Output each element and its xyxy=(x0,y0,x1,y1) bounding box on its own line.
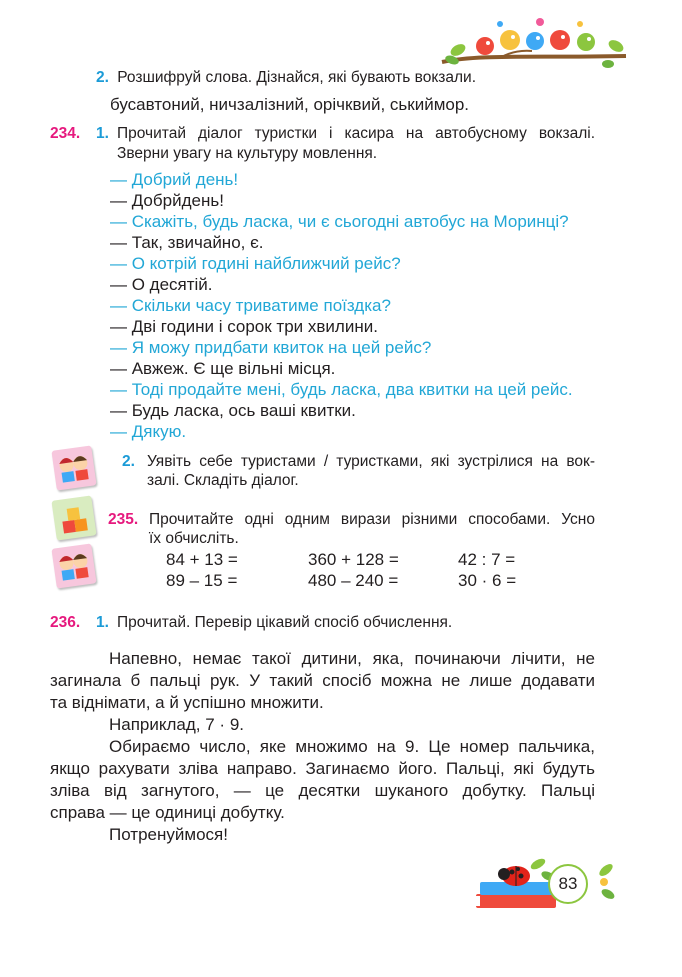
task236-sub1-number: 1. xyxy=(96,614,109,631)
dialogue-line: — Дякую. xyxy=(110,422,187,441)
expression: 480 – 240 = xyxy=(308,571,399,590)
task2-number: 2. xyxy=(96,69,109,86)
task234-number: 234. xyxy=(50,125,81,142)
dialogue-line: — Добрйдень! xyxy=(110,191,224,210)
para2-line: справа — це одиниці добутку. xyxy=(50,803,285,822)
para1-line: Напевно, немає такої дитини, яка, починаючи лічити, не xyxy=(109,649,595,668)
para2-line: Обираємо число, яке множимо на 9. Це номер пальчика, xyxy=(109,737,595,756)
para2-line: якщо рахувати зліва направо. Загинаємо його. Пальці, які будуть xyxy=(50,759,595,778)
task2-instruction-text: Розшифруй слова. Дізнайся, які бувають вокзали. xyxy=(117,69,477,86)
kids-pair-icon xyxy=(51,543,96,588)
task234-sub2-line1: Уявіть себе туристами / туристками, які зустрілися на вок- xyxy=(147,453,595,470)
blocks-icon xyxy=(51,495,96,540)
kids-pair-icon xyxy=(51,445,96,490)
dialogue-line: — Тоді продайте мені, будь ласка, два квитки на цей рейс. xyxy=(110,380,573,399)
dialogue-line: — О десятій. xyxy=(110,275,213,294)
expression: 89 – 15 = xyxy=(166,571,238,590)
page-number-badge xyxy=(548,864,588,904)
task235-line1: Прочитайте одні одним вирази різними способами. Усно xyxy=(149,511,595,528)
para2-line: зліва від загнутого, — це десятки шуканого добутку. Пальці xyxy=(50,781,595,800)
example-line: Наприклад, 7 · 9. xyxy=(109,715,244,734)
task234-sub1-number: 1. xyxy=(96,125,109,142)
task234-sub1-line2: Зверни увагу на культуру мовлення. xyxy=(117,145,378,162)
task236-number: 236. xyxy=(50,614,81,631)
dialogue-line: — Будь ласка, ось ваші квитки. xyxy=(110,401,356,420)
dialogue-line: — Скажіть, будь ласка, чи є сьогодні автобус на Моринці? xyxy=(110,212,569,231)
task2-words: бусавтоний, ничзалізний, орічквий, ськиймор. xyxy=(110,95,470,114)
ladybug-on-books-icon xyxy=(468,854,618,916)
dialogue-line: — Я можу придбати квиток на цей рейс? xyxy=(110,338,432,357)
task2-instruction xyxy=(96,68,476,88)
dialogue-line: — О котрій годині найближчий рейс? xyxy=(110,254,401,273)
dialogue-line: — Скільки часу триватиме поїздка? xyxy=(110,296,391,315)
task236-sub1-text: Прочитай. Перевір цікавий спосіб обчислення. xyxy=(117,614,453,631)
closing-line: Потренуймося! xyxy=(109,825,228,844)
task235-number: 235. xyxy=(108,511,139,528)
expression: 42 : 7 = xyxy=(458,550,516,569)
para1-line: та віднімати, а й успішно множити. xyxy=(50,693,324,712)
para1-line: загинала б пальці рук. У такий спосіб можна не лише додавати xyxy=(50,671,595,690)
birds-on-branch-decoration-icon xyxy=(440,14,630,72)
expression: 360 + 128 = xyxy=(308,550,399,569)
expression: 30 · 6 = xyxy=(458,571,517,590)
dialogue-line: — Добрий день! xyxy=(110,170,239,189)
dialogue-line: — Дві години і сорок три хвилини. xyxy=(110,317,378,336)
task234-sub2-line2: залі. Складіть діалог. xyxy=(147,472,299,489)
page-number: 83 xyxy=(558,874,578,893)
task235-line2: їх обчисліть. xyxy=(149,530,239,547)
dialogue-line: — Авжеж. Є ще вільні місця. xyxy=(110,359,336,378)
expression: 84 + 13 = xyxy=(166,550,238,569)
dialogue-line: — Так, звичайно, є. xyxy=(110,233,264,252)
task234-sub1-line1: Прочитай діалог туристки і касира на автобусному вокзалі. xyxy=(117,125,595,142)
task234-sub2-number: 2. xyxy=(122,453,135,470)
